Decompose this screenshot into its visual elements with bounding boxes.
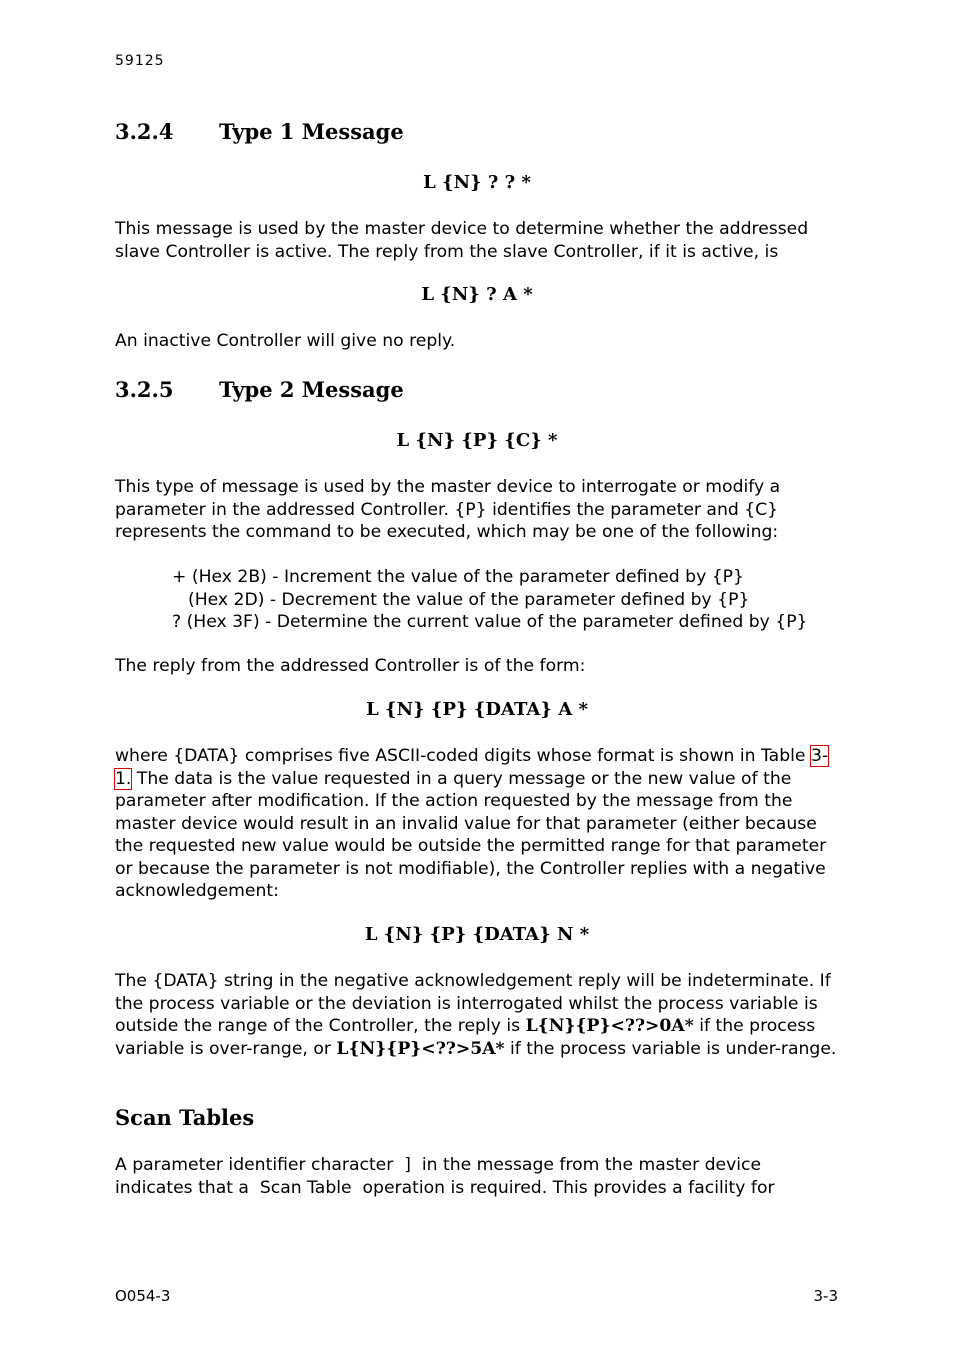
paragraph-reply-form: The reply from the addressed Controller is of the form: (115, 656, 586, 676)
paragraph-indeterminate (115, 970, 843, 1060)
text-run: where {DATA} comprises five ASCII-coded digits whose format is shown in Table (115, 746, 811, 766)
section-heading-3-2-5 (115, 377, 404, 402)
command-query: ? (Hex 3F) - Determine the current value of the parameter defined by {P} (172, 612, 808, 632)
section-number: 3.2.5 (115, 377, 174, 402)
section-title: Type 2 Message (219, 377, 404, 402)
heading-scan-tables: Scan Tables (115, 1105, 255, 1130)
inline-code-over-range: L{N}{P}<??>0A* (525, 1016, 694, 1036)
code-type2-reply: L {N} {P} {DATA} A * (366, 699, 588, 720)
section-heading-3-2-4 (115, 119, 404, 144)
paragraph-data-format (115, 745, 843, 903)
text-run: if the process variable is under-range. (504, 1038, 837, 1059)
code-type2-message: L {N} {P} {C} * (396, 430, 558, 451)
table-reference-link[interactable]: 3-1. (115, 746, 829, 789)
code-negative-ack: L {N} {P} {DATA} N * (364, 924, 590, 945)
text-run: The {DATA} string in the negative acknowledgement reply will be indeterminate. If the process variable or the deviation is interrogated whilst the process variable is outside the range of the Controller, the reply is (115, 971, 831, 1036)
document-number: 59125 (115, 53, 165, 69)
footer-doc-id: O054-3 (115, 1287, 171, 1305)
inline-code-under-range: L{N}{P}<??>5A* (336, 1038, 505, 1059)
paragraph-type1-description: This message is used by the master device to determine whether the addressed slave Controller is active. The reply from the slave Controller, if it is active, is (115, 219, 809, 262)
paragraph-type2-description: This type of message is used by the master device to interrogate or modify a parameter in the addressed Controller. {P} identifies the parameter and {C} represents the command to be executed, which may be one of the following: (115, 477, 781, 542)
paragraph-inactive: An inactive Controller will give no reply. (115, 331, 456, 351)
text-run: if the process variable is over-range, or (115, 1016, 816, 1059)
command-list (172, 566, 808, 634)
command-decrement: (Hex 2D) - Decrement the value of the parameter defined by {P} (188, 589, 750, 610)
page-number: 3-3 (813, 1287, 838, 1305)
text-run: The data is the value requested in a query message or the new value of the parameter after modification. If the action requested by the message from the master device would result in an invalid value for that parameter (either because the requested new value would be outside the permitted range for that parameter or because the parameter is not modifiable), the Controller replies with a negative acknowledgement: (115, 768, 827, 901)
code-type1-query: L {N} ? ? * (423, 172, 531, 193)
code-type1-reply: L {N} ? A * (421, 284, 533, 305)
paragraph-scan-tables: A parameter identifier character ] in the message from the master device indicates that a Scan Table operation is required. This provides a facility for (115, 1155, 775, 1198)
section-number: 3.2.4 (115, 119, 174, 144)
command-increment: + (Hex 2B) - Increment the value of the parameter defined by {P} (172, 567, 744, 587)
section-title: Type 1 Message (219, 119, 404, 144)
